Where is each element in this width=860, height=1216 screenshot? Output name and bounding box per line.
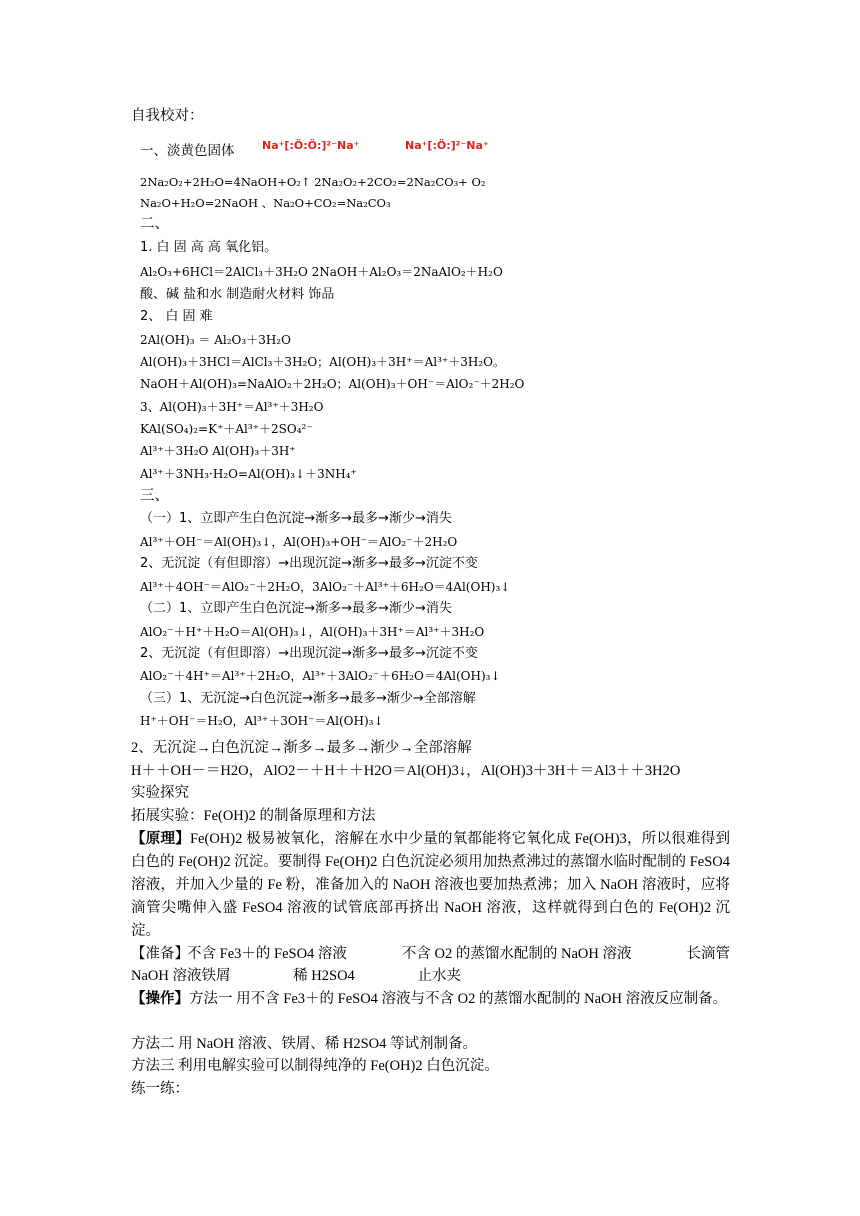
method-line: 方法二 用 NaOH 溶液、铁屑、稀 H2SO4 等试剂制备。 [131, 1036, 477, 1052]
equation-line: Al³⁺＋3NH₃·H₂O=Al(OH)₃↓＋3NH₄⁺ [140, 467, 357, 481]
equation-line: 2Na₂O₂+2H₂O=4NaOH+O₂↑ 2Na₂O₂+2CO₂=2Na₂CO₃+ O₂ [140, 175, 486, 189]
lewis-structure-na2o: Na⁺[:Ö:]²⁻Na⁺ [405, 139, 489, 152]
equation-line: AlO₂⁻＋4H⁺＝Al³⁺＋2H₂O，Al³⁺＋3AlO₂⁻＋6H₂O＝4Al(OH)₃↓ [140, 669, 501, 683]
equation-line: Al³⁺＋3H₂O Al(OH)₃＋3H⁺ [140, 444, 296, 458]
principle-label: 【原理】 [131, 831, 190, 847]
equation-line: 3、Al(OH)₃＋3H⁺＝Al³⁺＋3H₂O [140, 400, 324, 414]
practice-heading: 练一练： [131, 1081, 189, 1097]
section1-heading: 一、淡黄色固体 [140, 143, 235, 159]
operation-label: 【操作】 [131, 991, 189, 1007]
equation-line: H＋＋OH－＝H2O，AlO2－＋H＋＋H2O＝Al(OH)3↓，Al(OH)3＋3H＋＝Al3＋＋3H2O [131, 763, 681, 779]
text-line: 1. 白 固 高 高 氧化铝。 [140, 240, 278, 255]
lewis-structure-na2o2: Na⁺[:Ö:Ö:]²⁻Na⁺ [262, 139, 360, 152]
equation-line: Al₂O₃+6HCl＝2AlCl₃＋3H₂O 2NaOH＋Al₂O₃＝2NaAlO₂＋H₂O [140, 265, 503, 279]
principle-paragraph [131, 828, 730, 943]
text-line: 酸、碱 盐和水 制造耐火材料 饰品 [140, 287, 335, 302]
text-line: 2、无沉淀（有但即溶）→出现沉淀→渐多→最多→沉淀不变 [140, 646, 478, 661]
equation-line: Al³⁺＋4OH⁻＝AlO₂⁻＋2H₂O，3AlO₂⁻＋Al³⁺＋6H₂O＝4Al(OH)₃↓ [140, 580, 511, 594]
text-line: 2、无沉淀→白色沉淀→渐多→最多→渐少→全部溶解 [131, 740, 472, 756]
section3-heading: 三、 [140, 488, 169, 504]
text-line: （一）1、立即产生白色沉淀→渐多→最多→渐少→消失 [140, 511, 452, 526]
operation-paragraph [131, 988, 730, 1011]
self-check-title: 自我校对： [131, 108, 204, 124]
method-line: 方法三 利用电解实验可以制得纯净的 Fe(OH)2 白色沉淀。 [131, 1058, 499, 1074]
text-line: （三）1、无沉淀→白色沉淀→渐多→最多→渐少→全部溶解 [140, 691, 476, 706]
equation-line: KAl(SO₄)₂=K⁺＋Al³⁺＋2SO₄²⁻ [140, 422, 313, 436]
text-line: 2、无沉淀（有但即溶）→出现沉淀→渐多→最多→沉淀不变 [140, 556, 478, 571]
text-line: 2、 白 固 难 [140, 309, 213, 324]
equation-line: 2Al(OH)₃ ＝ Al₂O₃＋3H₂O [140, 333, 291, 347]
equation-line: Na₂O+H₂O=2NaOH 、Na₂O+CO₂=Na₂CO₃ [140, 196, 391, 210]
prep-item: 不含 Fe3＋的 FeSO4 溶液 [187, 946, 347, 962]
principle-text: Fe(OH)2 极易被氧化，溶解在水中少量的氧都能将它氧化成 Fe(OH)3，所以很难得到白色的 Fe(OH)2 沉淀。要制得 Fe(OH)2 白色沉淀必须用加热煮沸过的蒸馏水临时配制的 FeSO4 溶液，并加入少量的 Fe 粉，准备加入的 NaOH 溶液也要加热煮沸；加入 NaOH 溶液时，应将滴管尖嘴伸入盛 FeSO4 溶液的试管底部再挤出 NaOH 溶液，这样就得到白色的 Fe(OH)2 沉淀。 [131, 831, 731, 939]
prep-row-2 [131, 966, 461, 986]
prep-row-1 [187, 944, 730, 964]
prep-label: 【准备】 [131, 946, 189, 962]
equation-line: Al(OH)₃＋3HCl＝AlCl₃＋3H₂O；Al(OH)₃＋3H⁺＝Al³⁺＋3H₂O。 [140, 355, 505, 369]
equation-line: Al³⁺＋OH⁻＝Al(OH)₃↓，Al(OH)₃+OH⁻＝AlO₂⁻＋2H₂O [140, 535, 458, 549]
prep-item: 长滴管 [686, 946, 730, 962]
text-line: 实验探究 [131, 785, 189, 801]
text-line: （二）1、立即产生白色沉淀→渐多→最多→渐少→消失 [140, 601, 452, 616]
prep-item: 稀 H2SO4 [293, 968, 355, 984]
equation-line: H⁺＋OH⁻＝H₂O，Al³⁺＋3OH⁻＝Al(OH)₃↓ [140, 714, 384, 728]
text-line: 拓展实验：Fe(OH)2 的制备原理和方法 [131, 808, 376, 824]
equation-line: NaOH＋Al(OH)₃=NaAlO₂＋2H₂O；Al(OH)₃＋OH⁻＝AlO₂⁻＋2H₂O [140, 377, 525, 391]
prep-item: 止水夹 [417, 968, 461, 984]
prep-item: 不含 O2 的蒸馏水配制的 NaOH 溶液 [401, 946, 632, 962]
operation-text: 方法一 用不含 Fe3＋的 FeSO4 溶液与不含 O2 的蒸馏水配制的 NaOH 溶液反应制备。 [189, 991, 728, 1007]
equation-line: AlO₂⁻＋H⁺＋H₂O＝Al(OH)₃↓，Al(OH)₃＋3H⁺＝Al³⁺＋3H₂O [140, 625, 485, 639]
section2-heading: 二、 [140, 216, 169, 232]
prep-item: NaOH 溶液铁屑 [131, 968, 231, 984]
